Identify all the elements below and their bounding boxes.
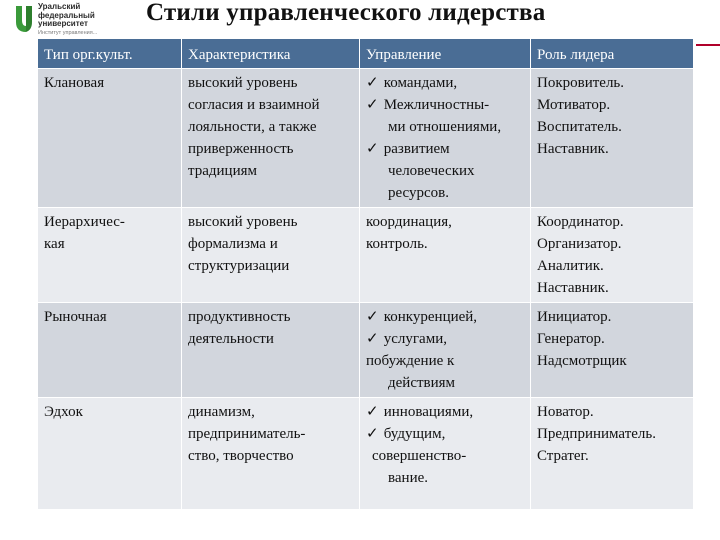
culture-type-cell <box>38 69 182 208</box>
logo-line: Уральский <box>38 2 81 11</box>
accent-line <box>696 44 720 46</box>
management-line: вание. <box>388 470 429 486</box>
management-line <box>366 94 524 116</box>
check-icon: ✓ <box>366 97 379 113</box>
management-line: совершенство- <box>372 448 467 464</box>
management-line: координация, <box>366 214 452 230</box>
leader-role-cell <box>531 208 693 303</box>
management-text: Межличностны- <box>383 97 490 113</box>
header-management: Управление <box>360 39 531 69</box>
leadership-styles-table <box>38 39 693 510</box>
role-line: Новатор. <box>537 404 594 420</box>
logo-text <box>38 3 95 29</box>
culture-type-line: кая <box>44 236 65 252</box>
management-line: побуждение к <box>366 353 455 369</box>
characteristic-cell <box>182 69 360 208</box>
characteristic-cell <box>182 398 360 510</box>
characteristic-line: динамизм, <box>188 404 255 420</box>
role-line: Надсмотрщик <box>537 353 627 369</box>
management-line <box>366 423 524 445</box>
culture-type-cell <box>38 303 182 398</box>
leader-role-cell <box>531 303 693 398</box>
management-cell <box>360 398 531 510</box>
management-cell <box>360 208 531 303</box>
management-line <box>366 138 524 160</box>
management-cell <box>360 69 531 208</box>
management-line: контроль. <box>366 236 428 252</box>
management-line: ресурсов. <box>388 185 449 201</box>
table-row <box>38 398 693 510</box>
culture-type-cell <box>38 208 182 303</box>
characteristic-line: высокий уровень <box>188 75 298 91</box>
characteristic-line: продуктивность <box>188 309 291 325</box>
characteristic-line: формализма и <box>188 236 278 252</box>
table-header-row <box>38 39 693 69</box>
characteristic-line: традициям <box>188 163 258 179</box>
header-role: Роль лидера <box>531 39 693 69</box>
management-line: человеческих <box>388 163 475 179</box>
characteristic-line: деятельности <box>188 331 274 347</box>
role-line: Инициатор. <box>537 309 612 325</box>
characteristic-cell <box>182 208 360 303</box>
characteristic-line: высокий уровень <box>188 214 298 230</box>
check-icon: ✓ <box>366 75 379 91</box>
culture-type-line: Иерархичес- <box>44 214 125 230</box>
characteristic-cell <box>182 303 360 398</box>
role-line: Наставник. <box>537 141 609 157</box>
check-icon: ✓ <box>366 309 379 325</box>
role-line: Воспитатель. <box>537 119 622 135</box>
check-icon: ✓ <box>366 141 379 157</box>
management-cell <box>360 303 531 398</box>
check-icon: ✓ <box>366 331 379 347</box>
leader-role-cell <box>531 398 693 510</box>
header-type: Тип орг.культ. <box>38 39 182 69</box>
management-text: конкуренцией, <box>383 309 478 325</box>
management-text: будущим, <box>383 426 446 442</box>
role-line: Координатор. <box>537 214 624 230</box>
check-icon: ✓ <box>366 404 379 420</box>
characteristic-line: ство, творчество <box>188 448 294 464</box>
management-line: ми отношениями, <box>388 119 502 135</box>
characteristic-line: предприниматель- <box>188 426 306 442</box>
check-icon: ✓ <box>366 426 379 442</box>
table-row <box>38 303 693 398</box>
management-line: действиям <box>388 375 456 391</box>
role-line: Мотиватор. <box>537 97 611 113</box>
role-line: Аналитик. <box>537 258 604 274</box>
management-line <box>366 72 524 94</box>
table-row <box>38 208 693 303</box>
management-text: услугами, <box>383 331 447 347</box>
logo-line: университет <box>38 19 88 29</box>
logo-subtitle: Институт управления... <box>38 30 98 36</box>
leader-role-cell <box>531 69 693 208</box>
characteristic-line: лояльности, а также <box>188 119 317 135</box>
page-title: Стили управленческого лидерства <box>146 0 546 26</box>
culture-type: Клановая <box>44 75 105 91</box>
header-characteristic: Характеристика <box>182 39 360 69</box>
role-line: Генератор. <box>537 331 605 347</box>
management-text: инновациями, <box>383 404 474 420</box>
ural-university-logo-icon <box>14 4 36 34</box>
logo-line: федеральный <box>38 10 95 20</box>
table-row <box>38 69 693 208</box>
characteristic-line: согласия и взаимной <box>188 97 320 113</box>
management-line <box>366 401 524 423</box>
management-line <box>366 306 524 328</box>
culture-type: Рыночная <box>44 309 107 325</box>
culture-type: Эдхок <box>44 404 83 420</box>
characteristic-line: приверженность <box>188 141 294 157</box>
role-line: Наставник. <box>537 280 609 296</box>
management-text: развитием <box>383 141 450 157</box>
role-line: Организатор. <box>537 236 622 252</box>
management-text: командами, <box>383 75 458 91</box>
role-line: Предприниматель. <box>537 426 656 442</box>
culture-type-cell <box>38 398 182 510</box>
university-logo <box>14 2 124 40</box>
characteristic-line: структуризации <box>188 258 290 274</box>
management-line <box>366 328 524 350</box>
role-line: Покровитель. <box>537 75 625 91</box>
role-line: Стратег. <box>537 448 589 464</box>
